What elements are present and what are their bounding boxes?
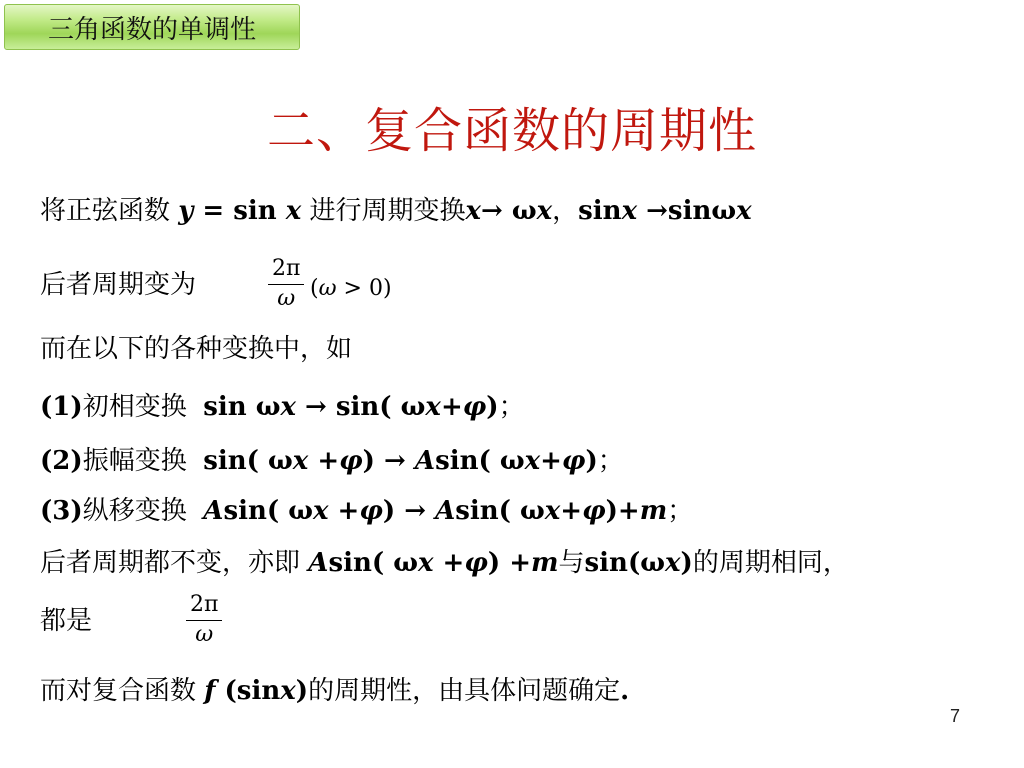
math-var: A: [203, 496, 224, 526]
text: 后者周期变为: [40, 270, 197, 300]
math-text: (: [310, 276, 319, 301]
fraction-numerator: 2π: [268, 256, 304, 285]
line-various-transforms: [40, 334, 352, 364]
math-text: > 0): [336, 276, 392, 301]
math-var: φ: [464, 548, 488, 578]
math-text: ) →: [362, 446, 415, 476]
math-text: ): [585, 446, 598, 476]
math-text: sin( ω: [223, 496, 313, 526]
fraction-period: [268, 256, 304, 313]
math-text: sin( ω: [203, 446, 293, 476]
text: ；: [667, 496, 694, 526]
math-var: A: [435, 496, 456, 526]
slide-title: 二、复合函数的周期性: [266, 103, 757, 159]
item-number: (2): [40, 446, 83, 476]
math-var: φ: [339, 446, 363, 476]
line-composite-function: [40, 676, 629, 706]
text: 而在以下的各种变换中，如: [40, 334, 353, 364]
math-var: x: [736, 196, 752, 226]
math-text: →sinω: [637, 196, 737, 226]
math-text: → sin( ω: [296, 392, 426, 422]
text: ，: [552, 196, 579, 226]
math-var: f: [204, 676, 216, 706]
text: 的周期性，由具体问题确定: [308, 676, 621, 706]
math-var: x: [280, 392, 296, 422]
math-var: φ: [359, 496, 383, 526]
text: 初相变换: [82, 392, 187, 422]
line-vertical-shift: [40, 496, 693, 526]
math-text: +: [560, 496, 583, 526]
omega-condition: [310, 276, 392, 301]
line-sine-transform: [40, 196, 752, 226]
math-var: m: [639, 496, 668, 526]
math-var: x: [417, 548, 434, 578]
math-var: x: [621, 196, 638, 226]
math-text: +: [433, 548, 465, 578]
math-text: +: [440, 392, 463, 422]
math-text: → ω: [481, 196, 537, 226]
math-var: x: [524, 446, 541, 476]
math-var: φ: [462, 392, 487, 422]
text: 后者周期都不变，亦即: [40, 548, 309, 578]
math-text: (sin: [215, 676, 281, 706]
math-var: A: [414, 446, 436, 476]
text: 的周期相同，: [692, 548, 849, 578]
text: ；: [498, 392, 525, 422]
math-text: +: [540, 446, 562, 476]
math-text: = sin: [193, 196, 286, 226]
math-var: x: [536, 196, 553, 226]
math-text: ) →: [382, 496, 436, 526]
section-tag: 三角函数的单调性: [4, 4, 300, 50]
math-var: A: [308, 548, 329, 578]
math-text: ): [680, 548, 693, 578]
math-var: φ: [561, 446, 586, 476]
fraction-denominator: ω: [195, 622, 214, 647]
math-text: ) +: [487, 548, 532, 578]
math-var: x: [285, 196, 302, 226]
math-var: y: [178, 196, 194, 226]
math-var: ω: [318, 276, 337, 301]
line-period-unchanged: [40, 548, 849, 578]
math-text: sin( ω: [328, 548, 418, 578]
item-number: (1): [40, 392, 83, 422]
fraction-numerator: 2π: [186, 592, 222, 621]
math-text: +: [308, 446, 340, 476]
text: ；: [597, 446, 624, 476]
line-amplitude: [40, 446, 624, 476]
math-var: x: [280, 676, 296, 706]
math-text: ): [486, 392, 499, 422]
text: 都是: [40, 606, 93, 636]
math-var: x: [292, 446, 309, 476]
math-var: x: [312, 496, 329, 526]
text: 将正弦函数: [40, 196, 179, 226]
page-number: 7: [950, 706, 961, 726]
math-text: ): [295, 676, 309, 706]
math-text: .: [620, 676, 630, 706]
math-text: sin ω: [203, 392, 281, 422]
text: 进行周期变换: [301, 196, 466, 226]
math-text: +: [328, 496, 360, 526]
text: 而对复合函数: [40, 676, 205, 706]
math-var: m: [531, 548, 559, 578]
line-phase-shift: [40, 392, 525, 422]
math-var: φ: [582, 496, 606, 526]
fraction-period-2: [186, 592, 222, 649]
text: 纵移变换: [82, 496, 187, 526]
math-text: sin( ω: [455, 496, 545, 526]
text: 振幅变换: [82, 446, 187, 476]
math-text: sin: [578, 196, 622, 226]
math-var: x: [425, 392, 441, 422]
fraction-denominator: ω: [277, 286, 296, 311]
math-var: x: [665, 548, 681, 578]
line-period-becomes: [40, 270, 196, 300]
math-text: )+: [605, 496, 640, 526]
item-number: (3): [40, 496, 83, 526]
math-text: sin( ω: [435, 446, 525, 476]
text: 与: [558, 548, 585, 578]
math-text: sin(ω: [584, 548, 666, 578]
math-var: x: [465, 196, 482, 226]
line-all-are: [40, 606, 92, 636]
math-var: x: [544, 496, 561, 526]
